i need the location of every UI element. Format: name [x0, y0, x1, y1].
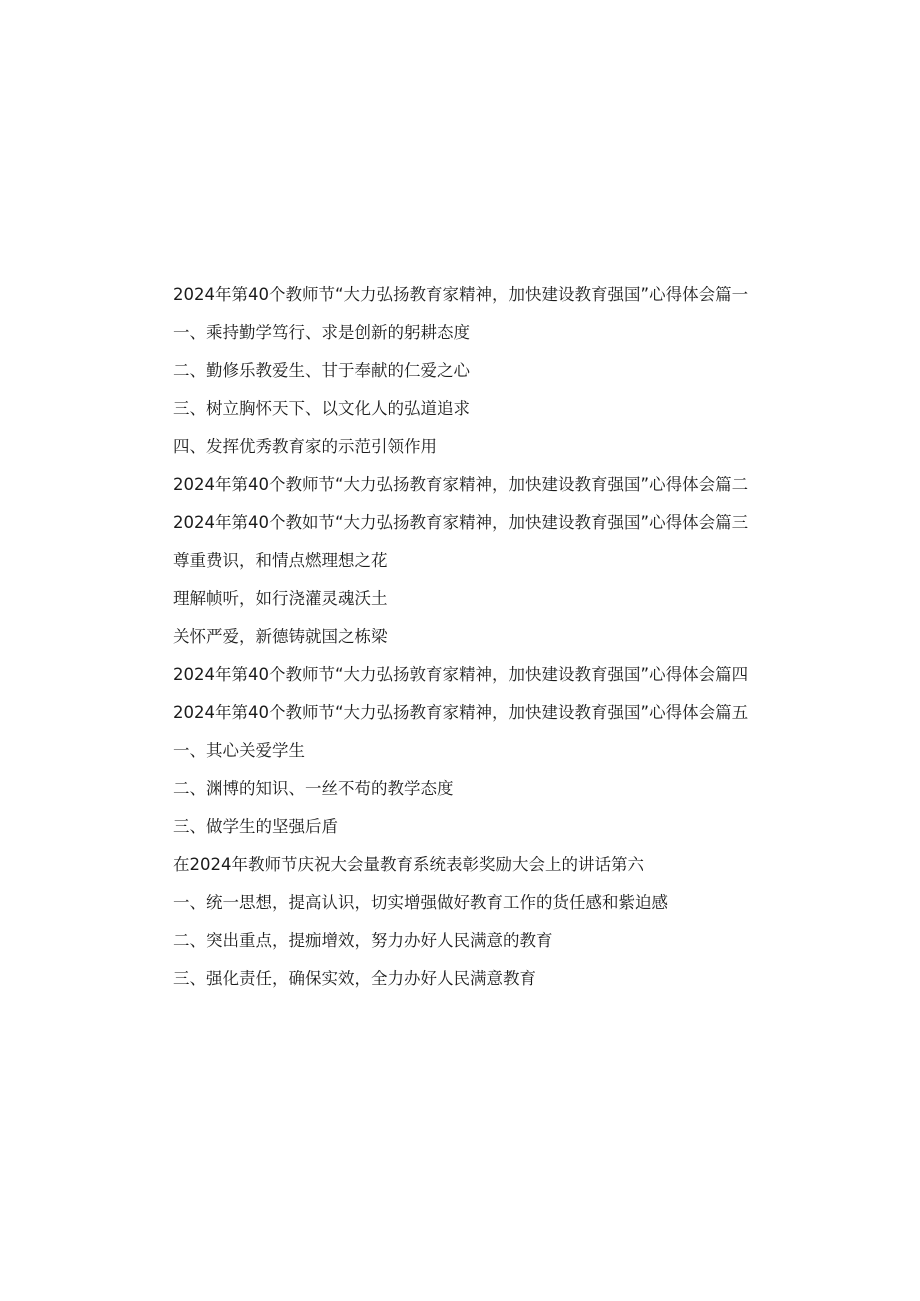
- toc-heading-part-6: 在2024年教师节庆祝大会量教育系统表彰奖励大会上的讲话第六: [173, 855, 644, 874]
- toc-entry: 四、发挥优秀教育家的示范引领作用: [173, 437, 437, 456]
- toc-heading-part-2: 2024年第40个教师节“大力弘扬教育家精神，加快建设教育强国”心得体会篇二: [173, 475, 749, 494]
- toc-entry: 理解帧听，如行浇灌灵魂沃土: [173, 589, 388, 608]
- table-of-contents: [173, 281, 793, 1003]
- toc-entry: 一、乘持勤学笃行、求是创新的躬耕态度: [173, 323, 470, 342]
- toc-entry: 尊重费识，和情点燃理想之花: [173, 551, 388, 570]
- toc-entry: 关怀严爱，新德铸就国之栋梁: [173, 627, 388, 646]
- toc-entry: 一、其心关爱学生: [173, 741, 305, 760]
- toc-entry: 三、强化责任，确保实效，全力办好人民满意教育: [173, 969, 536, 988]
- toc-entry: 二、勤修乐教爱生、甘于奉献的仁爱之心: [173, 361, 470, 380]
- toc-entry: 三、做学生的坚强后盾: [173, 817, 338, 836]
- toc-heading-part-1: 2024年第40个教师节“大力弘扬教育家精神，加快建设教育强国”心得体会篇一: [173, 285, 749, 304]
- toc-heading-part-5: 2024年第40个教师节“大力弘扬教育家精神，加快建设教育强国”心得体会篇五: [173, 703, 749, 722]
- toc-entry: 三、树立胸怀天下、以文化人的弘道追求: [173, 399, 470, 418]
- toc-heading-part-3: 2024年第40个教如节“大力弘扬教育家精神，加快建设教育强国”心得体会篇三: [173, 513, 749, 532]
- toc-entry: 二、突出重点，提痂增效，努力办好人民满意的教育: [173, 931, 553, 950]
- toc-entry: 二、渊博的知识、一丝不苟的教学态度: [173, 779, 454, 798]
- toc-entry: 一、统一思想，提高认识，切实增强做好教育工作的货任感和紫迫感: [173, 893, 668, 912]
- toc-heading-part-4: 2024年第40个教师节“大力弘扬敦育家精神，加快建设教育强国”心得体会篇四: [173, 665, 749, 684]
